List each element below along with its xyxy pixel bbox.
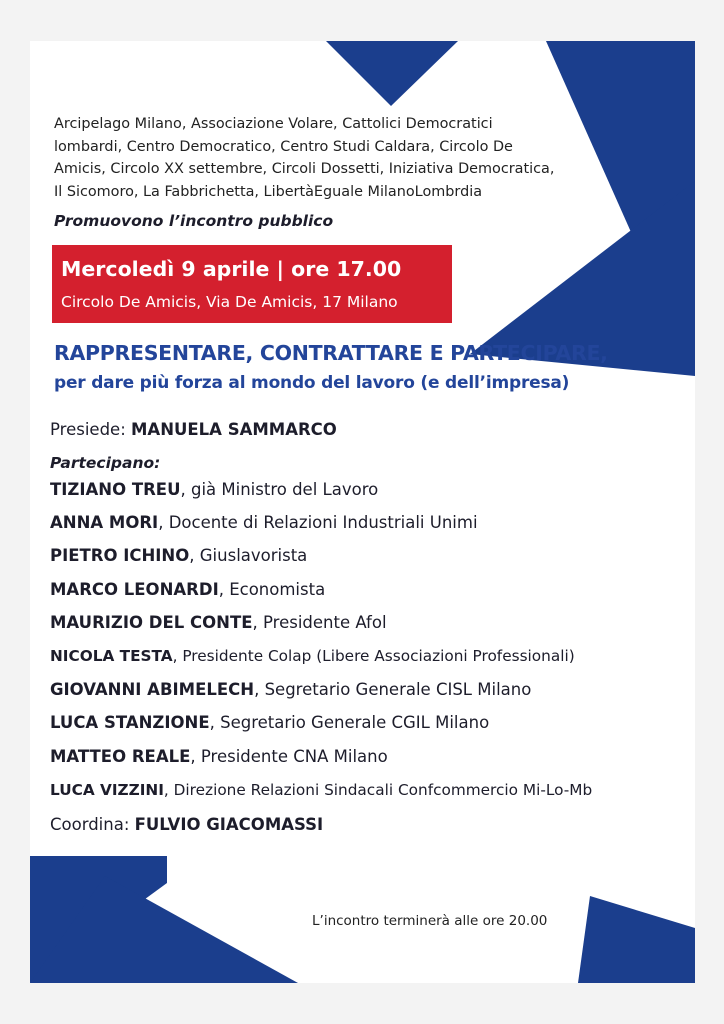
organizers-line: Amicis, Circolo XX settembre, Circoli Dossetti, Iniziativa Democratica,: [54, 161, 555, 178]
organizers-line: Arcipelago Milano, Associazione Volare, Cattolici Democratici: [54, 116, 493, 132]
event-banner: [52, 245, 452, 323]
participants-label: Partecipano:: [50, 454, 161, 472]
promote-text: Promuovono l’incontro pubblico: [54, 212, 334, 230]
participant-name: MATTEO REALE: [50, 747, 191, 766]
participant-row: [50, 680, 531, 699]
chair-label: Presiede:: [50, 420, 126, 439]
chair-name: MANUELA SAMMARCO: [131, 420, 337, 439]
participant-name: LUCA STANZIONE: [50, 713, 210, 732]
event-location: Circolo De Amicis, Via De Amicis, 17 Milano: [61, 293, 398, 311]
participant-role: , Segretario Generale CISL Milano: [254, 680, 532, 699]
participant-name: TIZIANO TREU: [50, 480, 181, 499]
participant-role: , Presidente Colap (Libere Associazioni Professionali): [172, 647, 575, 665]
participant-role: , Direzione Relazioni Sindacali Confcommercio Mi-Lo-Mb: [163, 781, 593, 799]
organizers-list: [54, 113, 614, 203]
closing-note: L’incontro terminerà alle ore 20.00: [312, 913, 548, 929]
headline: RAPPRESENTARE, CONTRATTARE E PARTECIPARE,: [54, 341, 608, 365]
participant-role: , Giuslavorista: [189, 546, 308, 565]
event-datetime: Mercoledì 9 aprile | ore 17.00: [61, 257, 402, 281]
participant-row: [50, 580, 325, 599]
participant-name: MAURIZIO DEL CONTE: [50, 613, 253, 632]
top-center-triangle: [326, 41, 458, 106]
participant-row: [50, 480, 378, 499]
bottom-right-triangle: [578, 896, 695, 983]
participant-role: , Docente di Relazioni Industriali Unimi: [158, 513, 478, 532]
participant-role: , Presidente CNA Milano: [190, 747, 388, 766]
coordinator-name: FULVIO GIACOMASSI: [134, 815, 324, 834]
participant-row: [50, 513, 478, 532]
participant-row: [50, 647, 575, 665]
organizers-line: Il Sicomoro, La Fabbrichetta, LibertàEguale MilanoLombrdia: [54, 183, 483, 200]
participant-name: ANNA MORI: [50, 513, 159, 532]
organizers-line: lombardi, Centro Democratico, Centro Studi Caldara, Circolo De: [54, 138, 513, 155]
participant-role: , Segretario Generale CGIL Milano: [209, 713, 490, 732]
participant-row: [50, 747, 388, 766]
chair-line: [50, 420, 337, 439]
participant-role: , già Ministro del Lavoro: [180, 480, 379, 499]
coordinator-line: [50, 815, 323, 834]
participant-row: [50, 613, 387, 632]
participant-name: GIOVANNI ABIMELECH: [50, 680, 255, 699]
coordinator-label: Coordina:: [50, 815, 130, 834]
participant-role: , Presidente Afol: [252, 613, 387, 632]
participant-name: PIETRO ICHINO: [50, 546, 190, 565]
participant-row: [50, 781, 592, 799]
participant-role: , Economista: [218, 580, 326, 599]
flyer-page: [30, 41, 695, 983]
participant-row: [50, 546, 307, 565]
subheadline: per dare più forza al mondo del lavoro (e dell’impresa): [54, 373, 570, 393]
participant-row: [50, 713, 489, 732]
participant-name: MARCO LEONARDI: [50, 580, 219, 599]
participant-name: NICOLA TESTA: [50, 647, 173, 665]
participant-name: LUCA VIZZINI: [50, 781, 164, 799]
